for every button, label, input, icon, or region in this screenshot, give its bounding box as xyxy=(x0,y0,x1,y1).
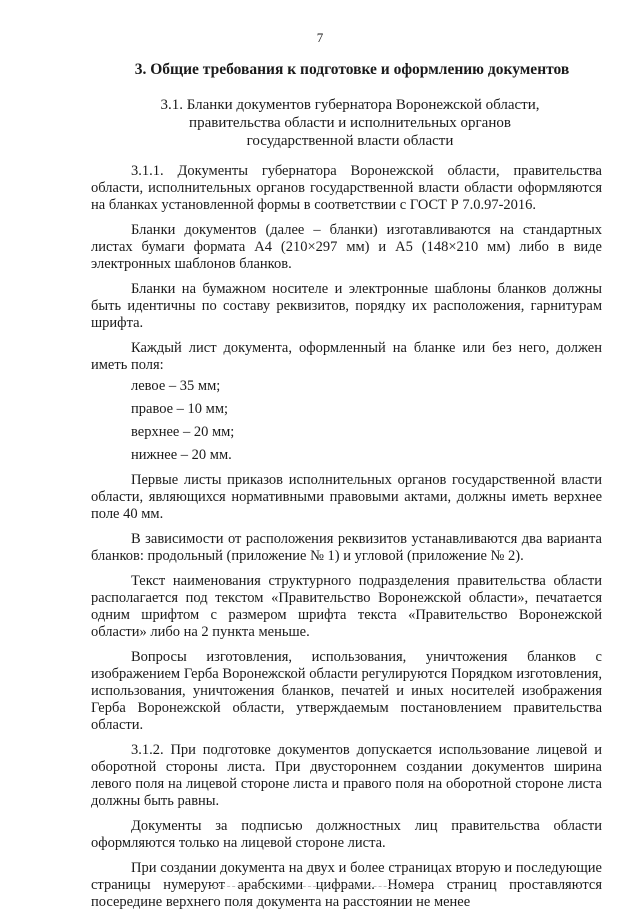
paragraph: Первые листы приказов исполнительных органов государственной власти области, являющихся нормативными правовыми актами, должны иметь верхнее поле 40 мм. xyxy=(91,472,602,522)
subsection-heading-line: 3.1. Бланки документов губернатора Воронежской области, xyxy=(160,97,540,113)
margin-list-item: верхнее – 20 мм; xyxy=(131,424,235,440)
paragraph: Бланки документов (далее – бланки) изготавливаются на стандартных листах бумаги формата А4 (210×297 мм) и А5 (148×210 мм) либо в виде электронных шаблонов бланков. xyxy=(91,222,602,272)
margin-list-item: левое – 35 мм; xyxy=(131,378,221,394)
subsection-heading xyxy=(105,96,595,150)
paragraph: Бланки на бумажном носителе и электронные шаблоны бланков должны быть идентичны по составу реквизитов, порядку их расположения, гарнитурам шрифта. xyxy=(91,281,602,331)
paragraph: 3.1.2. При подготовке документов допускается использование лицевой и оборотной стороны листа. При двустороннем создании документов ширина левого поля на лицевой стороне листа и правого поля на оборотной стороне листа должны быть равны. xyxy=(91,742,602,809)
paragraph: 3.1.1. Документы губернатора Воронежской области, правительства области, исполнительных органов государственной власти области оформляются на бланках установленной формы в соответствии с ГОСТ Р 7.0.97-2016. xyxy=(91,163,602,213)
subsection-heading-line: правительства области и исполнительных органов xyxy=(189,115,511,131)
section-heading: 3. Общие требования к подготовке и оформлению документов xyxy=(134,61,570,78)
paragraph: Документы за подписью должностных лиц правительства области оформляются только на лицевой стороне листа. xyxy=(91,818,602,851)
paragraph: В зависимости от расположения реквизитов устанавливаются два варианта бланков: продольный (приложение № 1) и угловой (приложение № 2). xyxy=(91,531,602,564)
margin-list-item: нижнее – 20 мм. xyxy=(131,447,232,463)
document-body xyxy=(91,163,602,911)
margin-list-item: правое – 10 мм; xyxy=(131,401,229,417)
paragraph: Каждый лист документа, оформленный на бланке или без него, должен иметь поля: xyxy=(91,340,602,373)
paragraph: При создании документа на двух и более страницах вторую и последующие страницы нумеруют арабскими цифрами. Номера страниц проставляются посередине верхнего поля документа на расстоянии не менее xyxy=(91,860,602,910)
subsection-heading-line: государственной власти области xyxy=(246,133,454,149)
page-number: 7 xyxy=(316,30,324,45)
footer-rule xyxy=(212,886,427,887)
paragraph: Вопросы изготовления, использования, уничтожения бланков с изображением Герба Воронежской области регулируются Порядком изготовления, использования, уничтожения бланков, печатей и иных носителей изображения Герба Воронежской области, утверждаемым постановлением правительства области. xyxy=(91,649,602,733)
paragraph: Текст наименования структурного подразделения правительства области располагается под текстом «Правительство Воронежской области», печатается одним шрифтом с размером шрифта текста «Правительство Воронежской области» либо на 2 пункта меньше. xyxy=(91,573,602,640)
